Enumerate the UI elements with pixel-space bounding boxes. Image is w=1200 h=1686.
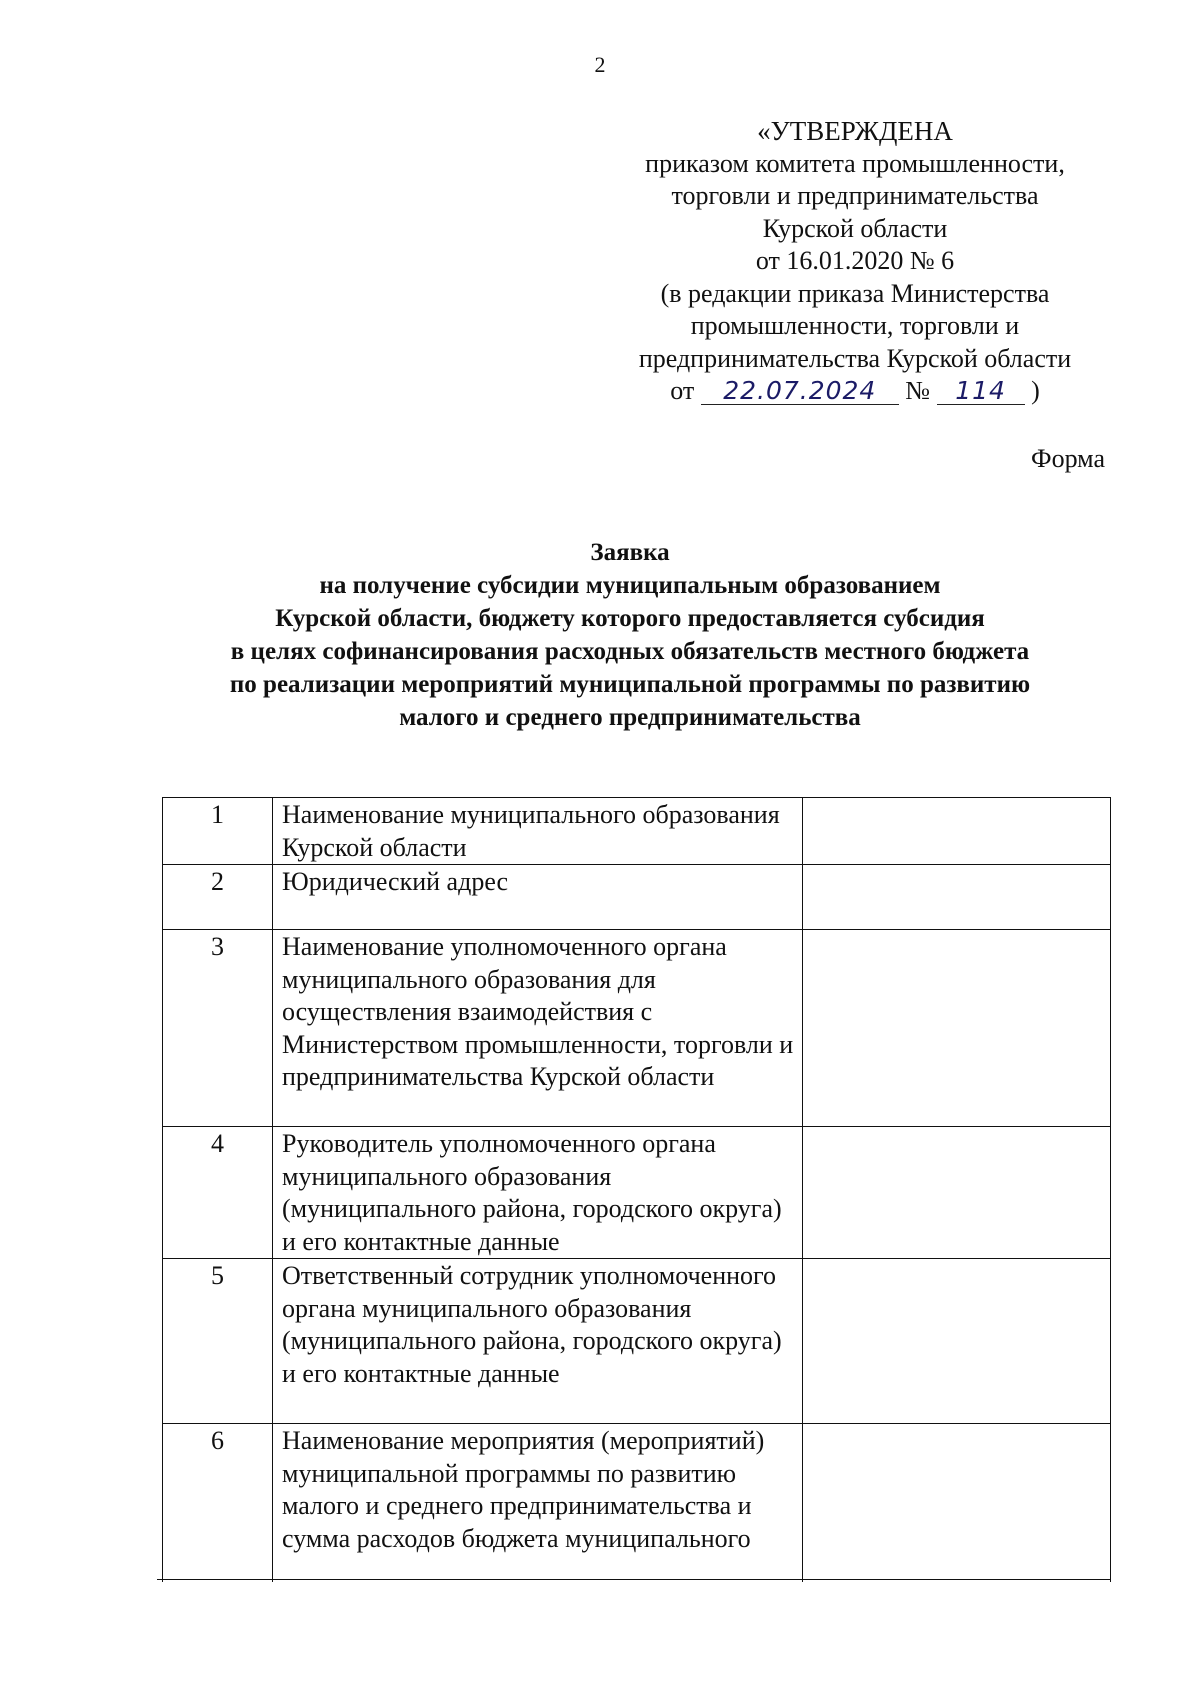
handwritten-order-number: 114	[937, 378, 1025, 405]
table-row	[163, 798, 1111, 865]
row-number: 6	[163, 1424, 273, 1582]
row-label: Руководитель уполномоченного органа муниципального образования (муниципального района, городского округа) и его контактные данные	[273, 1127, 803, 1259]
approval-line: от 16.01.2020 № 6	[755, 246, 955, 275]
row-label: Наименование уполномоченного органа муниципального образования для осуществления взаимодействия с Министерством промышленности, торговли и предпринимательства Курской области	[273, 930, 803, 1127]
document-title	[120, 536, 1140, 734]
row-label: Наименование мероприятия (мероприятий) муниципальной программы по развитию малого и среднего предпринимательства и сумма расходов бюджета муниципального	[273, 1424, 803, 1582]
form-label: Форма	[1031, 444, 1105, 473]
approval-block	[590, 115, 1120, 408]
approval-line: торговли и предпринимательства	[671, 181, 1039, 210]
approval-line: приказом комитета промышленности,	[645, 148, 1065, 178]
table-row	[163, 1127, 1111, 1259]
application-table	[162, 797, 1111, 1582]
table-row	[163, 865, 1111, 930]
row-number: 3	[163, 930, 273, 1127]
table-row	[163, 930, 1111, 1127]
row-value-cell[interactable]	[803, 865, 1111, 930]
row-number: 5	[163, 1259, 273, 1424]
row-label: Ответственный сотрудник уполномоченного органа муниципального образования (муниципального района, городского округа) и его контактные данные	[273, 1259, 803, 1424]
title-line: на получение субсидии муниципальным образованием	[319, 572, 941, 599]
page-number: 2	[594, 52, 606, 77]
approval-line: промышленности, торговли и	[690, 311, 1020, 340]
number-sign: №	[905, 376, 931, 405]
table-bottom-border	[157, 1579, 1110, 1580]
row-number: 2	[163, 865, 273, 930]
row-value-cell[interactable]	[803, 1424, 1111, 1582]
table-row	[163, 1259, 1111, 1424]
row-value-cell[interactable]	[803, 798, 1111, 865]
row-value-cell[interactable]	[803, 1259, 1111, 1424]
approval-heading: «УТВЕРЖДЕНА	[757, 116, 953, 146]
row-label: Юридический адрес	[273, 865, 803, 930]
title-line: Заявка	[590, 539, 670, 566]
title-line: по реализации мероприятий муниципальной программы по развитию	[229, 671, 1031, 698]
title-line: малого и среднего предпринимательства	[399, 704, 861, 731]
amendment-prefix: от	[670, 376, 695, 405]
title-line: Курской области, бюджету которого предоставляется субсидия	[275, 605, 985, 632]
approval-line: Курской области	[762, 213, 948, 243]
approval-line: (в редакции приказа Министерства	[660, 278, 1050, 308]
handwritten-date: 22.07.2024	[701, 378, 899, 405]
row-number: 4	[163, 1127, 273, 1259]
approval-amendment-line	[590, 375, 1120, 408]
row-label: Наименование муниципального образования Курской области	[273, 798, 803, 865]
title-line: в целях софинансирования расходных обязательств местного бюджета	[230, 638, 1030, 665]
amendment-suffix: )	[1031, 376, 1040, 405]
table-row	[163, 1424, 1111, 1582]
row-number: 1	[163, 798, 273, 865]
row-value-cell[interactable]	[803, 1127, 1111, 1259]
approval-line: предпринимательства Курской области	[638, 343, 1072, 373]
row-value-cell[interactable]	[803, 930, 1111, 1127]
